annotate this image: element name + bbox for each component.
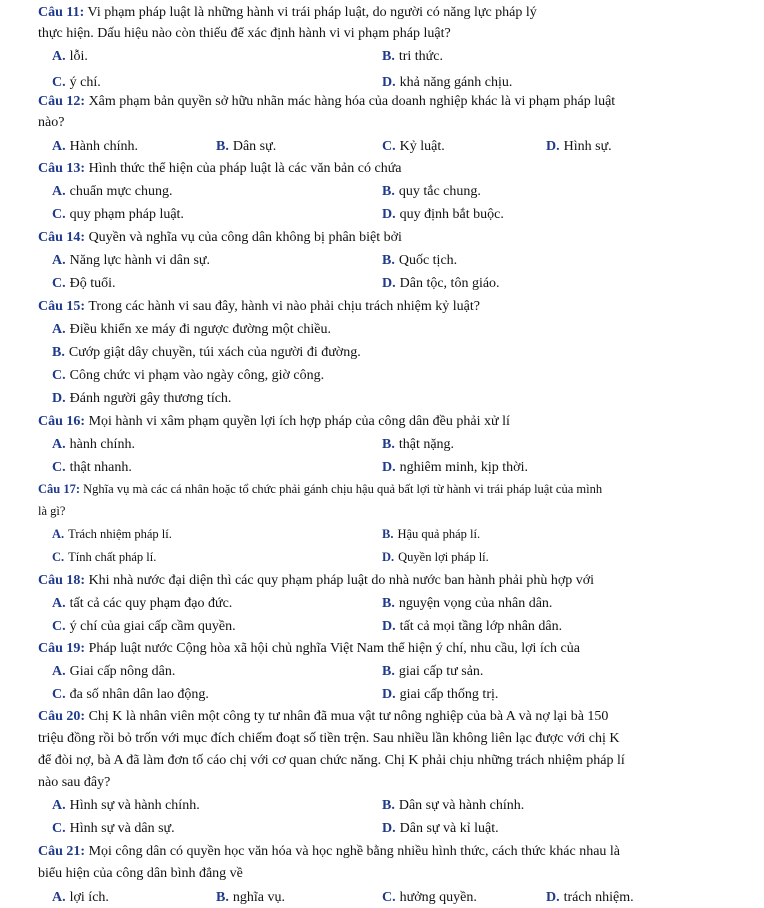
- answer-option-d[interactable]: [546, 136, 612, 157]
- question-text: biểu hiện của công dân bình đẳng về: [38, 866, 243, 881]
- option-text: Quyền lợi pháp lí.: [398, 550, 489, 564]
- answer-option-b[interactable]: [216, 887, 285, 908]
- option-label: A.: [52, 184, 66, 199]
- option-label: B.: [382, 253, 395, 268]
- option-text: Điều khiển xe máy đi ngược đường một chiều.: [69, 322, 331, 337]
- option-text: hành chính.: [69, 437, 135, 452]
- option-label: D.: [546, 890, 560, 905]
- question-text: Chị K là nhân viên một công ty tư nhân đã mua vật tư nông nghiệp của bà A và nợ lại bà 150: [88, 709, 609, 724]
- option-label: A.: [52, 437, 66, 452]
- question-number: Câu 13:: [38, 161, 86, 176]
- option-label: A.: [52, 890, 66, 905]
- option-label: C.: [52, 821, 66, 836]
- option-text: Tính chất pháp lí.: [68, 550, 157, 564]
- question-16-line: [0, 411, 764, 433]
- question-text: Xâm phạm bản quyền sở hữu nhãn mác hàng hóa của doanh nghiệp khác là vi phạm pháp luật: [88, 94, 616, 109]
- option-label: C.: [52, 368, 66, 383]
- answer-option-c[interactable]: [52, 547, 156, 568]
- option-text: Hình sự và dân sự.: [69, 821, 175, 836]
- answer-option-d[interactable]: [52, 388, 231, 409]
- option-label: D.: [382, 619, 396, 634]
- option-text: khả năng gánh chịu.: [399, 75, 513, 90]
- option-text: quy phạm pháp luật.: [69, 207, 184, 222]
- answer-option-d[interactable]: [382, 204, 504, 225]
- option-label: A.: [52, 253, 66, 268]
- answer-option-d[interactable]: [382, 547, 489, 568]
- option-label: B.: [382, 527, 394, 541]
- question-12-line: [0, 91, 764, 113]
- question-text: nào sau đây?: [38, 775, 111, 790]
- option-label: C.: [52, 687, 66, 702]
- question-text: triệu đồng rồi bỏ trốn với mục đích chiếm đoạt số tiền trện. Sau nhiều lần không liên lạc được với chị K: [38, 731, 620, 746]
- answer-option-b[interactable]: [382, 250, 457, 271]
- option-label: A.: [52, 527, 65, 541]
- answer-option-c[interactable]: [382, 136, 445, 157]
- question-text: Vi phạm pháp luật là những hành vi trái pháp luật, do người có năng lực pháp lý: [87, 5, 537, 20]
- option-text: Đánh người gây thương tích.: [69, 391, 232, 406]
- question-15-line: [0, 296, 764, 318]
- option-label: A.: [52, 798, 66, 813]
- question-18-line: [0, 570, 764, 592]
- option-text: nghiêm minh, kịp thời.: [399, 460, 528, 475]
- answer-option-a[interactable]: [52, 887, 109, 908]
- question-20-line: [0, 706, 764, 728]
- option-label: B.: [216, 139, 229, 154]
- option-label: A.: [52, 139, 66, 154]
- option-label: B.: [382, 437, 395, 452]
- answer-option-a[interactable]: [52, 181, 172, 202]
- answer-option-c[interactable]: [52, 273, 116, 294]
- question-number: Câu 11:: [38, 5, 85, 20]
- answer-option-a[interactable]: [52, 434, 135, 455]
- question-19-line: [0, 638, 764, 660]
- option-label: C.: [52, 75, 66, 90]
- option-text: tri thức.: [398, 49, 443, 64]
- option-text: quy định bắt buộc.: [399, 207, 504, 222]
- answer-option-c[interactable]: [52, 616, 236, 637]
- answer-option-d[interactable]: [382, 616, 562, 637]
- answer-option-a[interactable]: [52, 136, 138, 157]
- question-text: Mọi hành vi xâm phạm quyền lợi ích hợp pháp của công dân đều phải xử lí: [88, 414, 510, 429]
- option-text: nguyện vọng của nhân dân.: [398, 596, 553, 611]
- option-text: Hình sự và hành chính.: [69, 798, 200, 813]
- option-text: Dân sự.: [232, 139, 277, 154]
- option-label: C.: [52, 207, 66, 222]
- question-20-line: [0, 750, 764, 772]
- option-text: tất cả các quy phạm đạo đức.: [69, 596, 233, 611]
- question-20-line: [0, 772, 764, 794]
- option-label: D.: [382, 276, 396, 291]
- option-label: A.: [52, 664, 66, 679]
- answer-option-b[interactable]: [382, 524, 480, 545]
- option-label: B.: [382, 49, 395, 64]
- option-label: B.: [382, 798, 395, 813]
- question-11-line: [0, 23, 764, 45]
- option-label: D.: [382, 550, 395, 564]
- answer-option-c[interactable]: [52, 457, 132, 478]
- answer-option-c[interactable]: [52, 684, 209, 705]
- option-label: D.: [382, 460, 396, 475]
- option-label: D.: [382, 687, 396, 702]
- question-text: Mọi công dân có quyền học văn hóa và học nghề bằng nhiều hình thức, cách thức khác nhau là: [88, 844, 621, 859]
- option-text: Quốc tịch.: [398, 253, 458, 268]
- question-text: Pháp luật nước Cộng hòa xã hội chủ nghĩa Việt Nam thể hiện ý chí, nhu cầu, lợi ích của: [88, 641, 580, 656]
- answer-option-a[interactable]: [52, 795, 200, 816]
- option-label: C.: [52, 460, 66, 475]
- option-text: Hậu quả pháp lí.: [397, 527, 481, 541]
- option-text: tất cả mọi tầng lớp nhân dân.: [399, 619, 563, 634]
- option-label: B.: [52, 345, 65, 360]
- answer-option-b[interactable]: [52, 342, 361, 363]
- question-number: Câu 17:: [38, 482, 81, 496]
- answer-option-d[interactable]: [382, 273, 500, 294]
- option-text: lỗi.: [69, 49, 88, 64]
- option-label: D.: [382, 75, 396, 90]
- option-text: thật nhanh.: [69, 460, 132, 475]
- option-text: hưởng quyền.: [399, 890, 477, 905]
- option-text: trách nhiệm.: [563, 890, 634, 905]
- question-number: Câu 19:: [38, 641, 86, 656]
- option-text: Hành chính.: [69, 139, 139, 154]
- answer-option-d[interactable]: [382, 72, 512, 93]
- question-17-line: [0, 479, 764, 501]
- answer-option-a[interactable]: [52, 250, 210, 271]
- question-14-line: [0, 227, 764, 249]
- option-text: Hình sự.: [563, 139, 612, 154]
- option-label: D.: [546, 139, 560, 154]
- option-label: B.: [382, 664, 395, 679]
- question-number: Câu 14:: [38, 230, 86, 245]
- option-text: Giai cấp nông dân.: [69, 664, 176, 679]
- question-text: thực hiện. Dấu hiệu nào còn thiếu để xác định hành vi vi phạm pháp luật?: [38, 26, 451, 41]
- option-text: nghĩa vụ.: [232, 890, 285, 905]
- answer-option-d[interactable]: [382, 684, 498, 705]
- option-text: Kỷ luật.: [399, 139, 445, 154]
- answer-option-c[interactable]: [52, 818, 175, 839]
- question-number: Câu 12:: [38, 94, 86, 109]
- answer-option-a[interactable]: [52, 593, 232, 614]
- option-text: ý chí.: [69, 75, 101, 90]
- question-11-line: [0, 2, 764, 24]
- option-label: A.: [52, 49, 66, 64]
- option-text: Trách nhiệm pháp lí.: [68, 527, 172, 541]
- option-label: A.: [52, 596, 66, 611]
- option-text: Năng lực hành vi dân sự.: [69, 253, 210, 268]
- option-label: D.: [52, 391, 66, 406]
- option-label: C.: [52, 276, 66, 291]
- question-number: Câu 20:: [38, 709, 86, 724]
- option-text: Cướp giật dây chuyền, túi xách của người đi đường.: [68, 345, 361, 360]
- answer-option-d[interactable]: [546, 887, 634, 908]
- option-text: thật nặng.: [398, 437, 455, 452]
- question-text: nào?: [38, 115, 65, 130]
- question-21-line: [0, 841, 764, 863]
- option-text: Dân sự và hành chính.: [398, 798, 525, 813]
- option-text: giai cấp tư sản.: [398, 664, 484, 679]
- option-text: giai cấp thống trị.: [399, 687, 499, 702]
- answer-option-d[interactable]: [382, 457, 528, 478]
- option-label: C.: [52, 550, 65, 564]
- answer-option-b[interactable]: [382, 661, 483, 682]
- answer-option-a[interactable]: [52, 46, 88, 67]
- option-label: B.: [382, 184, 395, 199]
- option-text: Độ tuổi.: [69, 276, 116, 291]
- question-12-line: [0, 112, 764, 134]
- question-17-line: [0, 501, 764, 523]
- answer-option-b[interactable]: [216, 136, 276, 157]
- option-text: ý chí của giai cấp cầm quyền.: [69, 619, 236, 634]
- question-13-line: [0, 158, 764, 180]
- answer-option-c[interactable]: [52, 204, 184, 225]
- option-text: Dân tộc, tôn giáo.: [399, 276, 500, 291]
- question-number: Câu 18:: [38, 573, 86, 588]
- answer-option-b[interactable]: [382, 593, 552, 614]
- option-label: B.: [382, 596, 395, 611]
- answer-option-b[interactable]: [382, 434, 454, 455]
- option-label: C.: [382, 890, 396, 905]
- option-text: chuẩn mực chung.: [69, 184, 173, 199]
- option-label: D.: [382, 821, 396, 836]
- question-text: Khi nhà nước đại diện thì các quy phạm pháp luật do nhà nước ban hành phải phù hợp với: [88, 573, 595, 588]
- answer-option-b[interactable]: [382, 46, 443, 67]
- option-label: A.: [52, 322, 66, 337]
- answer-option-c[interactable]: [382, 887, 477, 908]
- answer-option-b[interactable]: [382, 181, 481, 202]
- question-text: để đòi nợ, bà A đã làm đơn tố cáo chị với cơ quan chức năng. Chị K phải chịu những trách nhiệm pháp lí: [38, 753, 625, 768]
- question-text: Nghĩa vụ mà các cá nhân hoặc tổ chức phải gánh chịu hậu quả bất lợi từ hành vi trái pháp luật của mình: [83, 482, 603, 496]
- answer-option-c[interactable]: [52, 365, 324, 386]
- option-label: B.: [216, 890, 229, 905]
- question-text: Hình thức thể hiện của pháp luật là các văn bản có chứa: [88, 161, 402, 176]
- option-text: Dân sự và kỉ luật.: [399, 821, 499, 836]
- answer-option-d[interactable]: [382, 818, 499, 839]
- question-text: Trong các hành vi sau đây, hành vi nào phải chịu trách nhiệm kỷ luật?: [88, 299, 480, 314]
- question-text: Quyền và nghĩa vụ của công dân không bị phân biệt bởi: [88, 230, 402, 245]
- question-21-line: [0, 863, 764, 885]
- question-20-line: [0, 728, 764, 750]
- option-text: lợi ích.: [69, 890, 109, 905]
- answer-option-a[interactable]: [52, 319, 331, 340]
- question-number: Câu 16:: [38, 414, 86, 429]
- answer-option-c[interactable]: [52, 72, 101, 93]
- option-label: C.: [382, 139, 396, 154]
- option-text: Công chức vi phạm vào ngày công, giờ công.: [69, 368, 325, 383]
- question-number: Câu 21:: [38, 844, 86, 859]
- option-label: D.: [382, 207, 396, 222]
- option-text: đa số nhân dân lao động.: [69, 687, 209, 702]
- option-text: quy tắc chung.: [398, 184, 481, 199]
- option-label: C.: [52, 619, 66, 634]
- question-number: Câu 15:: [38, 299, 86, 314]
- answer-option-a[interactable]: [52, 661, 175, 682]
- question-text: là gì?: [38, 504, 66, 518]
- answer-option-b[interactable]: [382, 795, 524, 816]
- answer-option-a[interactable]: [52, 524, 172, 545]
